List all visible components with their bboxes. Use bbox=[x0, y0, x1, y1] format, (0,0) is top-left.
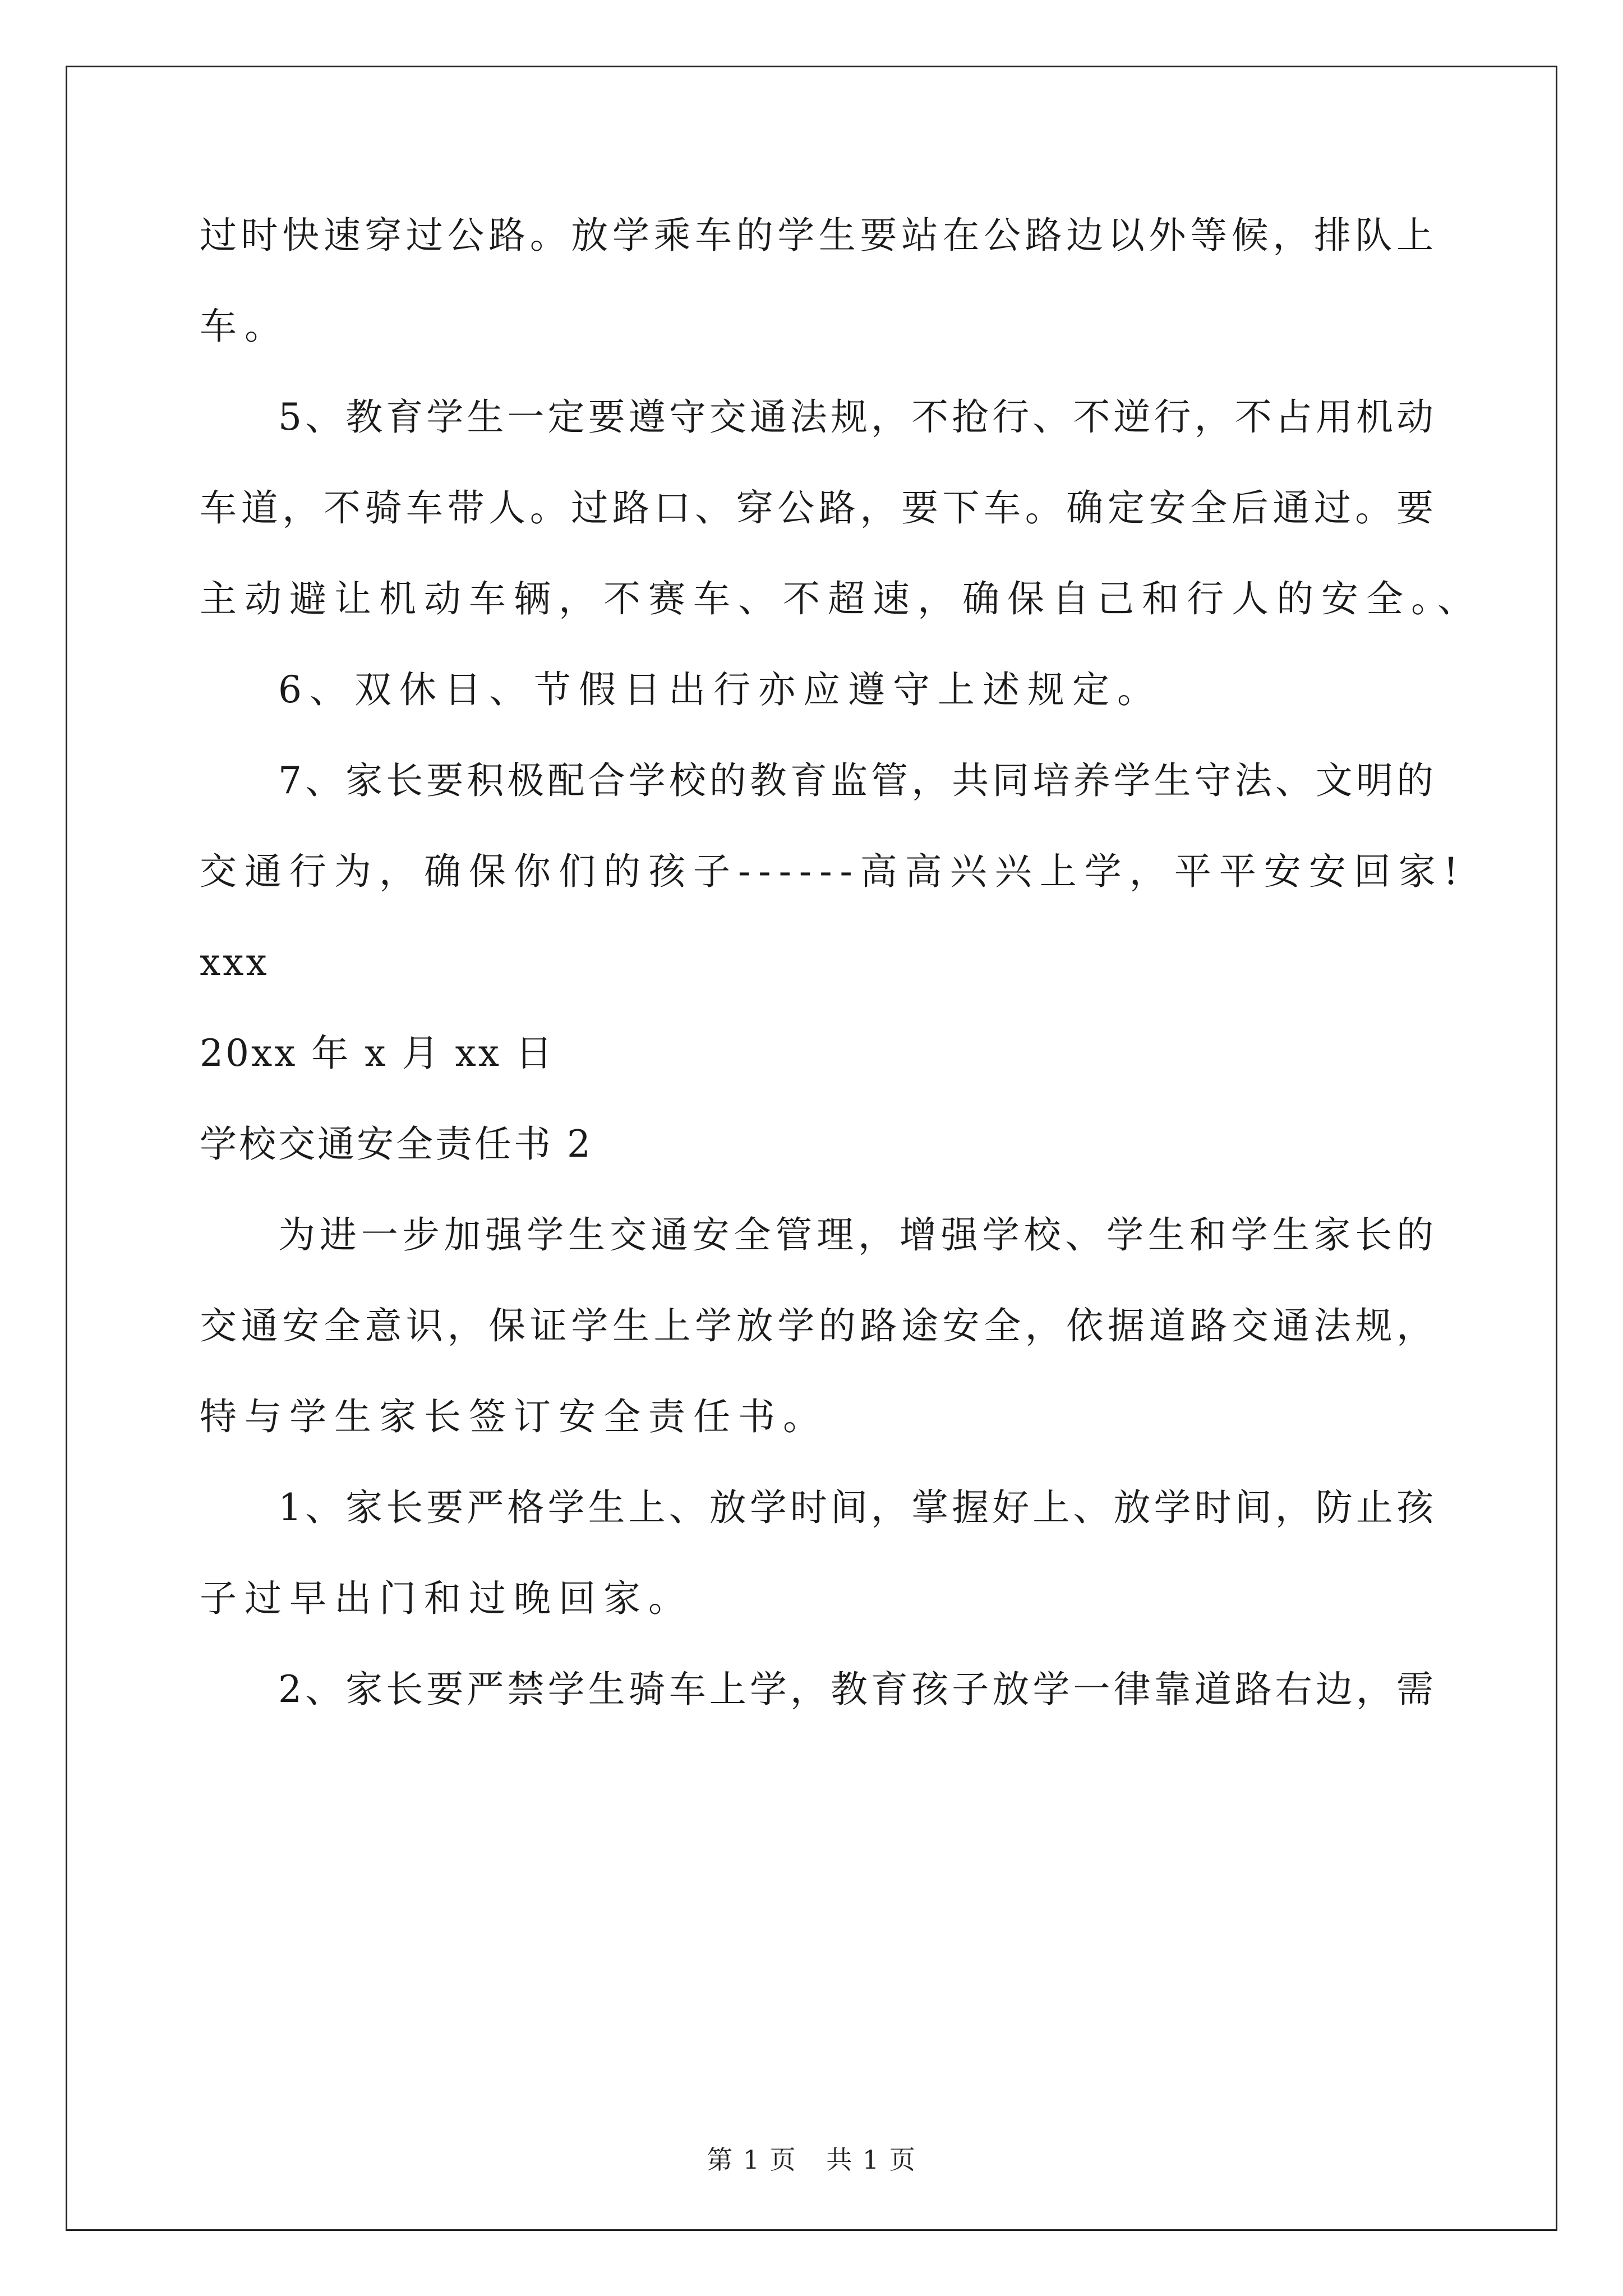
text-line: 交通安全意识，保证学生上学放学的路途安全，依据道路交通法规， bbox=[200, 1304, 1433, 1347]
text-line: 子过早出门和过晚回家。 bbox=[200, 1577, 693, 1620]
text-line: 过时快速穿过公路。放学乘车的学生要站在公路边以外等候，排队上 bbox=[200, 214, 1433, 257]
signature-name: xxx bbox=[200, 941, 269, 984]
text-line: 1、家长要严格学生上、放学时间，掌握好上、放学时间，防止孩 bbox=[278, 1486, 1433, 1529]
text-line: 主动避让机动车辆，不赛车、不超速，确保自己和行人的安全。、 bbox=[200, 577, 1482, 620]
text-line: 交通行为，确保你们的孩子------高高兴兴上学，平平安安回家! bbox=[200, 850, 1467, 893]
page-number: 第 1 页 bbox=[707, 2145, 797, 2175]
signature-date: 20xx 年 x 月 xx 日 bbox=[200, 1032, 555, 1075]
text-line: 特与学生家长签订安全责任书。 bbox=[200, 1395, 828, 1438]
page-total: 共 1 页 bbox=[826, 2145, 916, 2175]
text-line: 6、双休日、节假日出行亦应遵守上述规定。 bbox=[278, 668, 1162, 711]
text-line: 为进一步加强学生交通安全管理，增强学校、学生和学生家长的 bbox=[278, 1213, 1433, 1257]
page-footer bbox=[0, 2144, 1623, 2175]
text-line: 车道，不骑车带人。过路口、穿公路，要下车。确定安全后通过。要 bbox=[200, 486, 1433, 530]
text-line: 5、教育学生一定要遵守交通法规，不抢行、不逆行，不占用机动 bbox=[278, 395, 1433, 439]
text-line: 2、家长要严禁学生骑车上学，教育孩子放学一律靠道路右边，需 bbox=[278, 1668, 1433, 1711]
text-line: 车。 bbox=[200, 305, 289, 348]
section-title: 学校交通安全责任书 2 bbox=[200, 1122, 593, 1166]
text-line: 7、家长要积极配合学校的教育监管，共同培养学生守法、文明的 bbox=[278, 759, 1433, 802]
